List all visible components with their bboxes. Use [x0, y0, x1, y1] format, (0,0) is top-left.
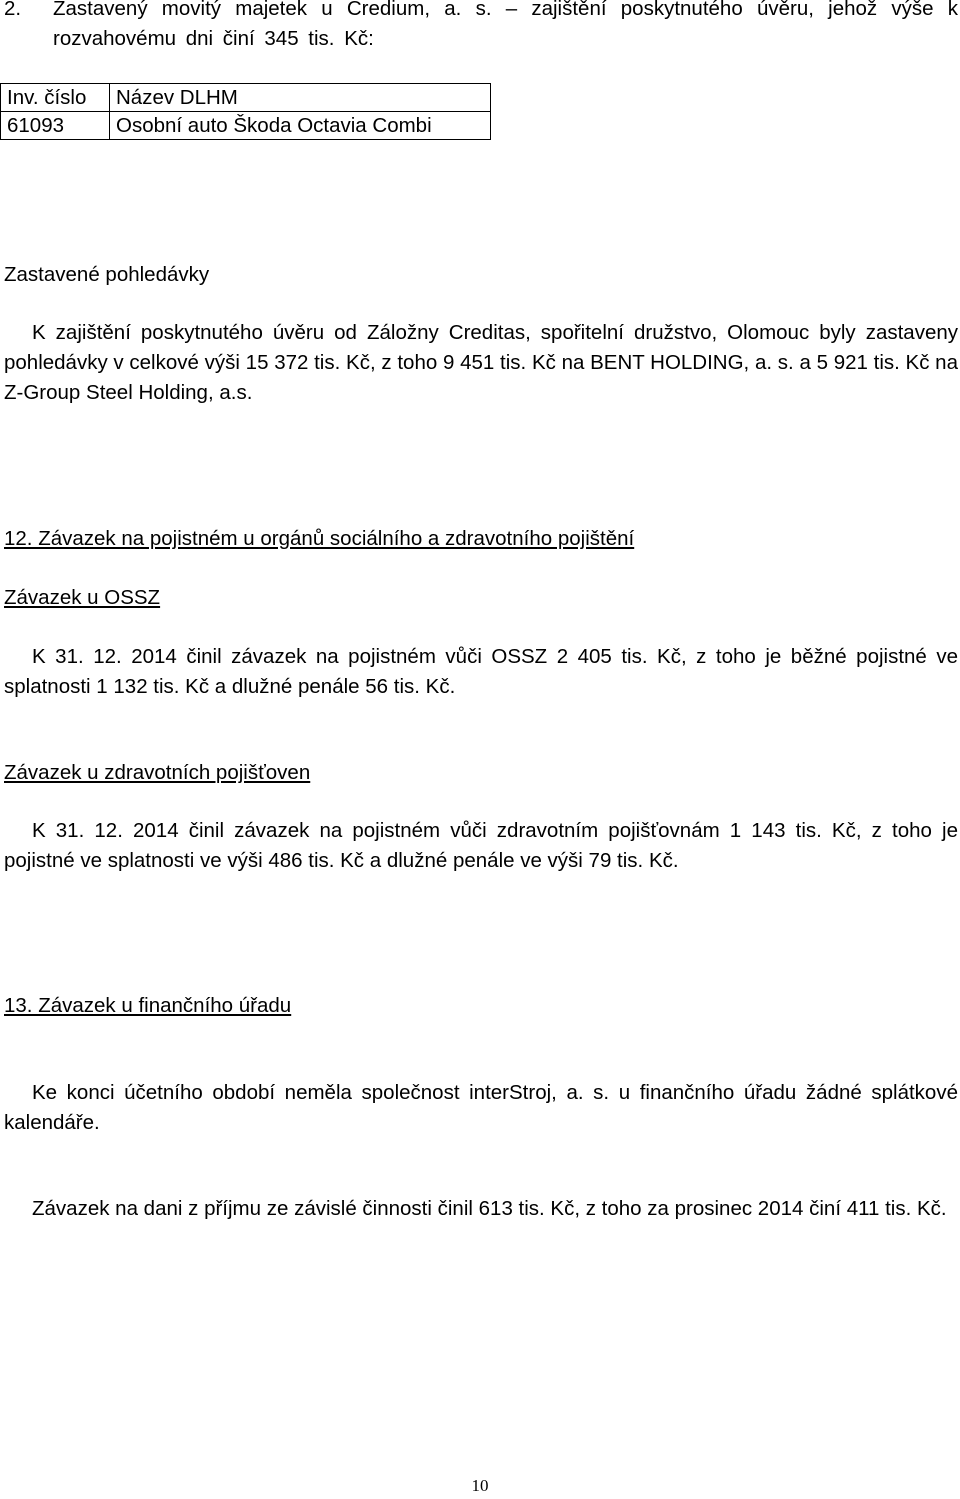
table-header-row	[1, 84, 491, 112]
tax-office-paragraph-2	[4, 1194, 958, 1224]
section-13-heading: 13. Závazek u finančního úřadu	[4, 994, 292, 1017]
table-row	[1, 112, 491, 140]
health-insurance-paragraph	[4, 816, 958, 876]
tax-office-text-2: Závazek na dani z příjmu ze závislé činnosti činil 613 tis. Kč, z toho za prosinec 2014 činí 411 tis. Kč.	[32, 1197, 947, 1220]
item-text: Zastavený movitý majetek u Credium, a. s. – zajištění poskytnutého úvěru, jehož výše k rozvahovému dni činí 345 tis. Kč:	[53, 0, 958, 50]
cell-asset-name: Osobní auto Škoda Octavia Combi	[110, 112, 491, 140]
tax-office-paragraph-1	[4, 1078, 958, 1138]
health-insurance-text: K 31. 12. 2014 činil závazek na pojistném vůči zdravotním pojišťovnám 1 143 tis. Kč, z toho je pojistné ve splatnosti ve výši 486 tis. Kč a dlužné penále ve výši 79 tis. Kč.	[4, 819, 958, 872]
ossz-paragraph	[4, 642, 958, 702]
item-number: 2.	[4, 0, 22, 20]
page-number: 10	[471, 1476, 489, 1495]
pledged-assets-item	[4, 0, 958, 54]
header-asset-name: Název DLHM	[110, 84, 491, 112]
pledged-assets-table	[0, 83, 491, 140]
cell-inv-number: 61093	[1, 112, 110, 140]
ossz-heading: Závazek u OSSZ	[4, 586, 161, 609]
pledged-receivables-body: K zajištění poskytnutého úvěru od Záložny Creditas, spořitelní družstvo, Olomouc byly zastaveny pohledávky v celkové výši 15 372 tis. Kč, z toho 9 451 tis. Kč na BENT HOLDING, a. s. a 5 921 tis. Kč na Z-Group Steel Holding, a.s.	[4, 321, 958, 404]
section-12-heading: 12. Závazek na pojistném u orgánů sociálního a zdravotního pojištění	[4, 527, 635, 550]
ossz-text: K 31. 12. 2014 činil závazek na pojistném vůči OSSZ 2 405 tis. Kč, z toho je běžné pojistné ve splatnosti 1 132 tis. Kč a dlužné penále 56 tis. Kč.	[4, 645, 958, 698]
header-inv-number: Inv. číslo	[1, 84, 110, 112]
pledged-receivables-text	[4, 318, 958, 408]
tax-office-text-1: Ke konci účetního období neměla společnost interStroj, a. s. u finančního úřadu žádné splátkové kalendáře.	[4, 1081, 958, 1134]
pledged-receivables-title: Zastavené pohledávky	[4, 263, 210, 286]
health-insurance-heading: Závazek u zdravotních pojišťoven	[4, 761, 311, 784]
